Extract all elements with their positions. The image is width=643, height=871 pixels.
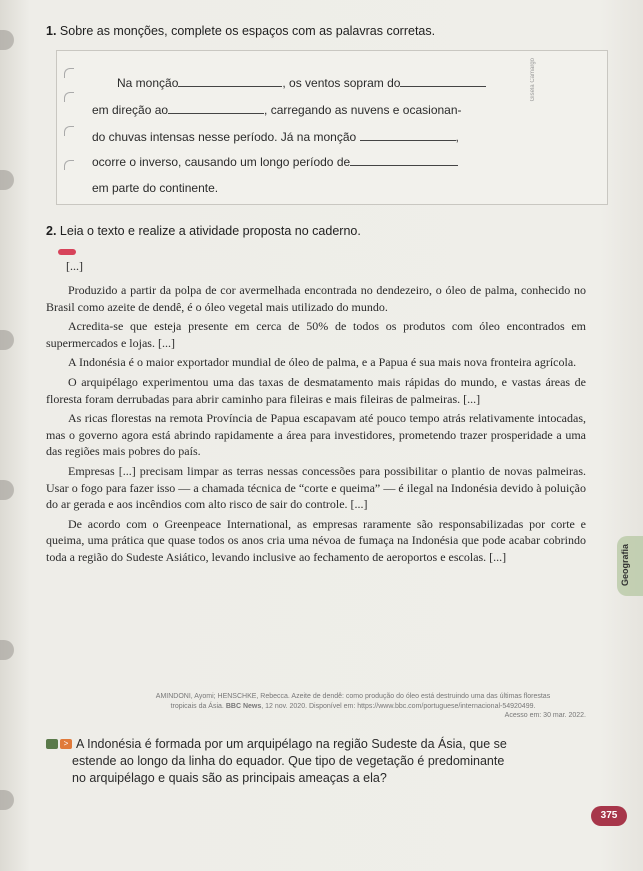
fill-line-2: em direção ao , carregando as nuvens e ocasionan- bbox=[92, 103, 462, 117]
question-1-prompt: Sobre as monções, complete os espaços com as palavras corretas. bbox=[59, 24, 436, 38]
spiral-ring bbox=[0, 30, 14, 50]
subject-label: Geografia bbox=[620, 544, 630, 587]
question-2-number: 2. bbox=[46, 224, 57, 238]
question-1-heading bbox=[46, 24, 435, 38]
article-paragraph: Acredita-se que esteja presente em cerca de 50% de todos os produtos com óleo encontrados em supermercados e lojas. [...] bbox=[46, 319, 586, 350]
article-paragraph: A Indonésia é o maior exportador mundial de óleo de palma, e a Papua é sua mais nova fronteira agrícola. bbox=[68, 355, 577, 370]
page-number-badge: 375 bbox=[591, 806, 627, 826]
fill-line-1: Na monção , os ventos sopram do bbox=[117, 76, 486, 90]
reading-tag bbox=[58, 249, 76, 255]
article-paragraph: Produzido a partir da polpa de cor avermelhada encontrada no dendezeiro, o óleo de palma, conhecido no Brasil como azeite de dendê, é o óleo vegetal mais utilizado do mundo. bbox=[46, 283, 586, 314]
answer-blank[interactable] bbox=[360, 140, 456, 141]
question-3: A Indonésia é formada por um arquipélago na região Sudeste da Ásia, que se estende ao longo da linha do equador. Que tipo de vegetação é predominante no arquipélago e quais são as principais ameaças a ela? bbox=[72, 737, 507, 785]
box-hook-mark bbox=[64, 160, 74, 170]
article-paragraph: De acordo com o Greenpeace International, as empresas raramente são responsabilizadas por corte e queima, uma prática que quase todos os anos cria uma névoa de fumaça na Indonésia que pode acabar cobrindo toda a região do Sudeste Asiático, levando inclusive ao fechamento de aeroportos e escolas. [...] bbox=[46, 516, 586, 564]
article-paragraph: Empresas [...] precisam limpar as terras nessas concessões para possibilitar o plantio de novas palmeiras. Usar o fogo para fazer isso — a chamada técnica de “corte e queima” — é ilegal na Indonésia devido à poluição do ar gerada e aos incêndios com alto risco de sair do controle. [...] bbox=[46, 463, 586, 512]
article-reference: AMINDONI, Ayomi; HENSCHKE, Rebecca. Azeite de dendê: como produção do óleo está destruindo uma das últimas florestas tropicais da Ásia. BBC News, 12 nov. 2020. Disponível em: https://www.bbc.com/portuguese/internacional-54920499. Acesso em: 30 mar. 2022. bbox=[120, 692, 586, 721]
answer-blank[interactable] bbox=[350, 165, 458, 166]
spiral-ring bbox=[0, 790, 14, 810]
spiral-ring bbox=[0, 330, 14, 350]
box-hook-mark bbox=[64, 126, 74, 136]
article-ellipsis: [...] bbox=[66, 259, 83, 273]
box-hook-mark bbox=[64, 68, 74, 78]
reference-access-date: Acesso em: 30 mar. 2022. bbox=[504, 712, 586, 719]
answer-blank[interactable] bbox=[178, 86, 282, 87]
box-hook-mark bbox=[64, 92, 74, 102]
spiral-ring bbox=[0, 640, 14, 660]
answer-blank[interactable] bbox=[400, 86, 486, 87]
spiral-ring bbox=[0, 170, 14, 190]
question-2-prompt: Leia o texto e realize a atividade proposta no caderno. bbox=[59, 224, 361, 238]
article-paragraph: As ricas florestas na remota Província de Papua escapavam até pouco tempo atrás relativamente intocadas, mas o governo agora está abrindo rapidamente a área para investidores, prometendo trazer prosperidade a uma das regiões mais pobres do país. bbox=[46, 411, 586, 459]
illustrator-credit: Gisela Camargo bbox=[530, 58, 536, 102]
answer-blank[interactable] bbox=[168, 113, 264, 114]
fill-line-3: do chuvas intensas nesse período. Já na monção , bbox=[92, 130, 459, 144]
arrow-badge-icon: > bbox=[60, 739, 72, 749]
question-1-number: 1. bbox=[46, 24, 57, 38]
reference-source: BBC News bbox=[225, 702, 262, 710]
article-body bbox=[46, 282, 586, 569]
question-2-heading bbox=[46, 224, 361, 238]
article-paragraph: O arquipélago experimentou uma das taxas de desmatamento mais rápidas do mundo, e vastas áreas de floresta foram derrubadas para abrir caminho para fileiras e mais fileiras de palmeiras. [...] bbox=[46, 374, 586, 406]
spiral-ring bbox=[0, 480, 14, 500]
activity-icon bbox=[46, 739, 58, 749]
fill-line-4: ocorre o inverso, causando um longo período de bbox=[92, 155, 458, 169]
fill-line-5: em parte do continente. bbox=[92, 181, 219, 195]
